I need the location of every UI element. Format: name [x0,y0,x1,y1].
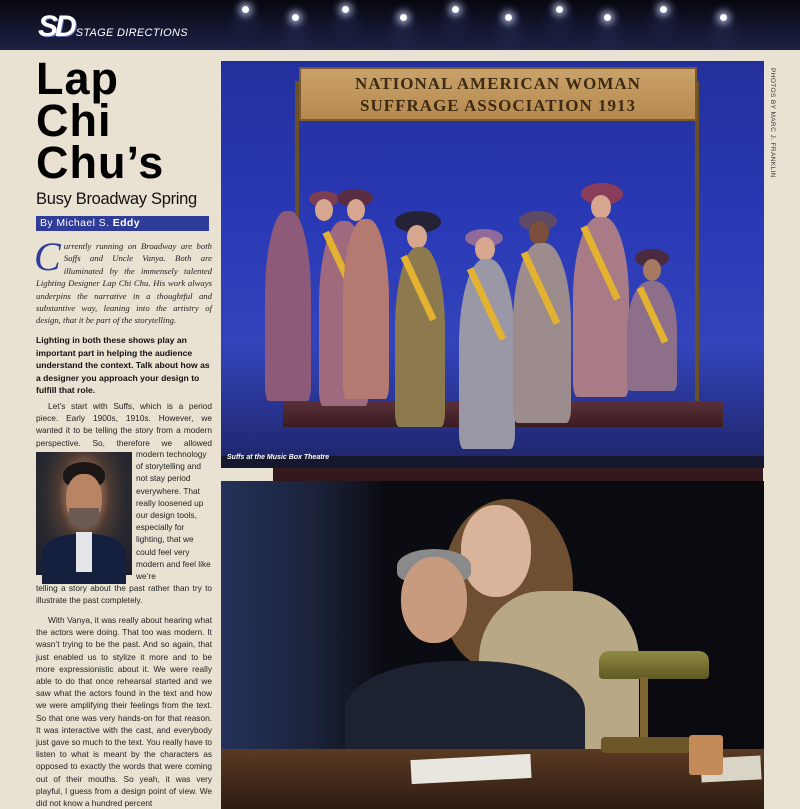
interview-question: Lighting in both these shows play an important part in helping the audience understand the context. Talk about how as a designer you approach your design to fulfill that role. [36,335,210,395]
title-line-1: Lap [36,53,120,104]
byline [36,216,209,231]
suffrage-banner [299,67,697,121]
stage-light [452,6,459,13]
logo-text: STAGE DIRECTIONS [75,27,188,39]
stage-light [400,14,407,21]
stage-light [242,6,249,13]
body-paragraph-2: With Vanya, it was really about hearing what the actors were doing. That too was modern. It wasn’t trying to be the past. And so again, that just enabled us to stylize it more and to be more expressionistic about it. We were really able to do that once rehearsal started and we saw what the actors found in the text and how we were amplifying their feelings from the text. So that one was very hands-on for that reason. It was interactive with the cast, and everybody just gave so much to the text. You really have to listen to what is meant by the characters as opposed to exactly the words that were coming out of their mouths. So yeah, it was very playful, I guess from a design point of view. We did not know a hundred percent [36,615,212,809]
byline-name: Eddy [112,217,140,229]
body-paragraph-1-end: telling a story about the past rather than try to illustrate the past completely. [36,583,212,606]
magazine-logo[interactable] [38,10,188,42]
stage-light [720,14,727,21]
intro-paragraph [34,234,212,327]
body-paragraph-1: Let’s start with Suffs, which is a period piece. Early 1900s, 1910s. However, we wanted it to be telling the story from a modern perspective. So, therefore we allowed [36,401,212,448]
body-paragraph-1-wrap: modern technology of storytelling and not stay period everywhere. That really loosened up our design tools, especially for lighting, that we could feel very modern and feel like we’re [136,449,211,582]
article-title [36,53,216,188]
stage-light [660,6,667,13]
suffs-stage-photo [221,61,764,468]
byline-prefix: By Michael S. [40,217,113,229]
intro-text: urrently running on Broadway are both Suffs and Uncle Vanya. Both are illuminated by the immensely talented Lighting Designer Lap Chi Chu. His work always underpins the narrative in a thoughtful and substantive way, leaning into the artistry of design, that it be part of the storytelling. [36,241,212,326]
header-banner [0,0,800,50]
designer-portrait [36,452,132,575]
title-line-2: Chi [36,95,112,146]
stage-light [505,14,512,21]
banner-line-1: NATIONAL AMERICAN WOMAN [355,74,641,93]
banner-line-2: SUFFRAGE ASSOCIATION 1913 [360,96,636,115]
vanya-stage-photo [221,481,764,800]
logo-mark: SD [38,10,74,43]
stage-light [292,14,299,21]
article-subtitle: Busy Broadway Spring [36,190,197,208]
photo-caption: Suffs at the Music Box Theatre [227,454,330,461]
photo-credit: PHOTOS BY MARC J. FRANKLIN [769,68,776,178]
stage-light [342,6,349,13]
drop-cap: C [34,234,61,279]
title-line-3: Chu’s [36,137,165,188]
stage-light [556,6,563,13]
stage-light [604,14,611,21]
